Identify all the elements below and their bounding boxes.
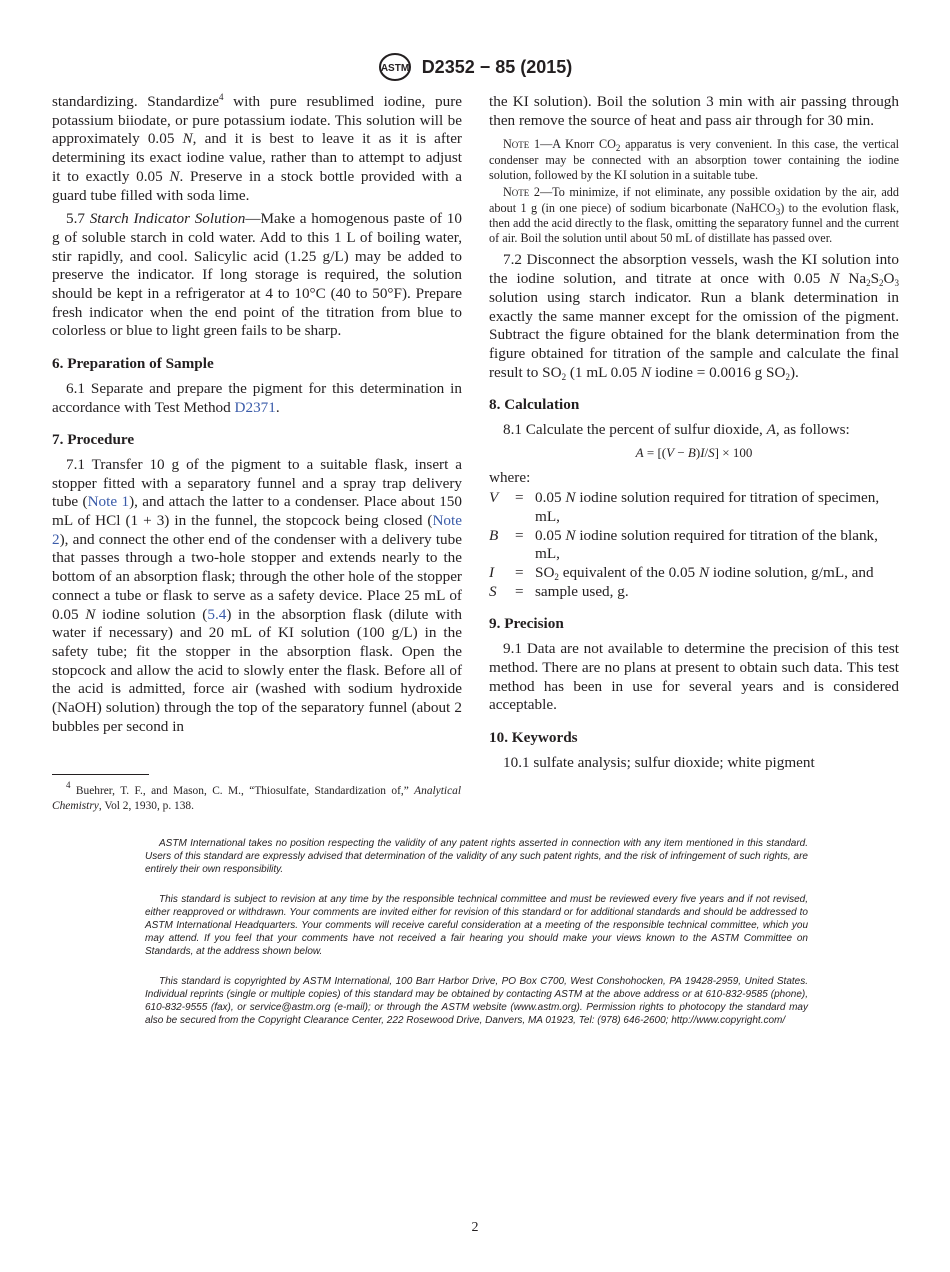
text-run: ] × 100: [714, 444, 753, 460]
heading-keywords: 10. Keywords: [489, 728, 578, 746]
text-run: 2: [561, 371, 567, 382]
text-run: S: [708, 444, 715, 460]
text-run: 7.2 Disconnect the absorption vessels, wash the KI solution into the iodine solution, and titrate at once with 0.05: [489, 251, 899, 288]
definition-text: [535, 564, 899, 583]
right-column: [489, 93, 899, 772]
text-run: sample used, g.: [535, 582, 629, 600]
heading-preparation-of-sample: 6. Preparation of Sample: [52, 355, 214, 373]
text-run: iodine solution required for titration of specimen, mL,: [535, 489, 880, 525]
text-run: 2: [879, 278, 884, 289]
text-run: 9.1 Data are not available to determine the precision of this test method. There are no plans at present to obtain such data. This test method has been in use for several years and is considered acceptable.: [489, 640, 899, 714]
text-run: , Vol 2, 1930, p. 138.: [98, 800, 194, 812]
text-run: iodine solution (: [95, 605, 208, 623]
copyright-notice: This standard is copyrighted by ASTM International, 100 Barr Harbor Drive, PO Box C700, West Conshohocken, PA 19428-2959, United States. Individual reprints (single or multiple copies) of this standard may be obtained by contacting ASTM at the above address or at 610-832-9585 (phone), 610-832-9555 (fax), or service@astm.org (e-mail); or through the ASTM website (www.astm.org). Permission rights to photocopy the standard may also be secured from the Copyright Clearance Center, 222 Rosewood Drive, Danvers, MA 01923, Tel: (978) 646-2600; http://www.copyright.com/: [145, 976, 808, 1026]
text-run: 2: [866, 278, 871, 289]
text-run: N: [829, 270, 840, 288]
svg-text:ASTM: ASTM: [380, 63, 409, 74]
text-run: , as follows:: [775, 421, 850, 439]
cross-reference-link[interactable]: 5.4: [207, 605, 227, 623]
text-run: /: [704, 444, 709, 460]
definition-text: [535, 583, 899, 602]
text-run: V: [666, 444, 675, 460]
legal-footer: [145, 837, 808, 1044]
definition-row: [489, 564, 899, 583]
definition-row: [489, 527, 899, 564]
text-run: 4: [66, 780, 71, 790]
text-run: B: [687, 444, 696, 460]
heading-calculation: 8. Calculation: [489, 396, 580, 414]
footnote-divider: [52, 774, 149, 775]
document-id: D2352 − 85 (2015): [421, 56, 573, 77]
text-run: equivalent of the 0.05: [558, 564, 699, 582]
text-run: N: [565, 526, 576, 544]
text-run: . Preserve in a stock bottle provided with a guard tube filled with soda lime.: [52, 167, 462, 204]
footnote-4: [52, 780, 461, 814]
text-run: the KI solution). Boil the solution 3 min with air passing through then remove the source of heat and pass air through for 30 min.: [489, 93, 899, 129]
text-run: ).: [789, 363, 799, 381]
text-run: A: [635, 444, 644, 460]
text-run: SO: [535, 564, 555, 582]
text-run: (1 mL 0.05: [566, 363, 642, 381]
text-run: 7.1 Transfer 10 g of the pigment to a suitable flask, insert a stopper fitted with a separatory funnel and a spray trap delivery tube (: [52, 455, 462, 511]
text-run: 2: [785, 371, 790, 382]
section-7-1: [52, 456, 462, 737]
text-run: = [(: [643, 444, 667, 460]
text-run: N: [182, 130, 193, 148]
note-2: [489, 185, 899, 246]
text-run: 2: [615, 143, 621, 154]
astm-logo: [378, 52, 412, 82]
cross-reference-link[interactable]: Note 1: [87, 493, 130, 511]
note-1: [489, 137, 899, 183]
text-run: N: [169, 167, 180, 185]
text-run: N: [565, 489, 576, 507]
text-run: A: [766, 421, 776, 439]
text-run: 5.7: [66, 210, 90, 228]
text-run: 1—A Knorr CO: [529, 137, 616, 152]
text-run: 0.05: [535, 526, 566, 544]
definition-equals: =: [515, 564, 524, 582]
page-number: 2: [471, 1220, 479, 1235]
text-run: standardizing. Standardize: [52, 93, 219, 110]
text-run: N: [698, 564, 710, 582]
text-run: N: [641, 363, 652, 381]
text-run: 0.05: [535, 489, 566, 507]
text-run: iodine = 0.0016 g SO: [651, 363, 786, 381]
text-run: I: [700, 444, 705, 460]
page-header: [0, 52, 950, 86]
cross-reference-link[interactable]: D2371: [234, 398, 276, 416]
formula: [489, 444, 899, 463]
text-run: 3: [775, 206, 781, 217]
text-run: 4: [218, 92, 224, 102]
definition-row: [489, 489, 899, 526]
text-run: Na: [839, 270, 867, 288]
text-run: Analytical Chemistry: [52, 785, 461, 812]
text-run: ) to the evolution flask, then add the acid directly to the flask, omitting the separatory funnel and the current of air. Boil the solution until about 50 mL of distillate has passed over.: [489, 200, 899, 246]
definition-equals: =: [515, 489, 524, 507]
left-column: [52, 93, 462, 737]
text-run: ) in the absorption flask (dilute with water if necessary) and 20 mL of KI solution (100 g/L) in the safety tube; fit the stopper in the absorption flask. Open the stopcock and allow the acid to slowly enter the flask. Before all of the acid is admitted, force air (washed with sodium hydroxide (NaOH) solution) through the top of the separatory funnel (about 2 bubbles per second in: [52, 605, 463, 735]
text-run: 3: [894, 278, 899, 289]
heading-procedure: 7. Procedure: [52, 431, 135, 449]
text-run: iodine solution required for titration of the blank, mL,: [535, 526, 878, 563]
paragraph-continuation: [489, 93, 899, 130]
text-run: solution using starch indicator. Run a blank determination in exactly the same manner except for the omission of the pigment. Subtract the figure obtained for the blank determination from the figure obtained for titration of the sample and calculate the final result to SO: [489, 288, 899, 381]
text-run: 2—To minimize, if not eliminate, any possible oxidation by the air, add about 1 g (in one piece) of sodium bicarbonate (NaHCO: [489, 185, 899, 215]
text-run: ), and connect the other end of the condenser with a delivery tube that passes through a two-hole stopper and extends nearly to the bottom of an absorption flask; through the other hole of the stopper connect a tube or flask to serve as a safety device. Place 25 mL of 0.05: [52, 530, 462, 623]
text-run: 6.1 Separate and prepare the pigment for this determination in accordance with Test Method: [52, 379, 462, 416]
definition-text: [535, 489, 899, 526]
text-run: —Make a homogenous paste of 10 g of soluble starch in cold water. Add to this 1 L of boiling water, stir rapidly, and cool. Salicylic acid (1.25 g/L) may be added to preserve the indicator. If long storage is required, the solution should be kept in a refrigerator at 4 to 10°C (40 to 50°F). Prepare fresh indicator when the end point of the titration from blue to colorless or blue to light green fails to be sharp.: [52, 210, 462, 340]
text-run: Starch Indicator Solution: [89, 210, 246, 228]
definition-symbol: B: [489, 526, 499, 544]
text-run: 10.1 sulfate analysis; sulfur dioxide; white pigment: [503, 753, 815, 771]
text-run: 2: [554, 572, 559, 583]
text-run: with pure resublimed iodine, pure potassium biiodate, or pure potassium iodate. This solution will be approximately 0.05: [52, 93, 462, 148]
section-6-1: [52, 380, 462, 417]
section-10-1: [489, 754, 899, 773]
text-run: apparatus is very convenient. In this case, the vertical condenser may be connected with an absorption tower containing the iodine solution, followed by the KI solution in a suitable tube.: [489, 137, 899, 182]
text-run: ), and attach the latter to a condenser. Place about 150 mL of HCl (1 + 3) in the funnel, the stopcock being closed (: [52, 493, 462, 530]
definition-symbol: S: [489, 582, 497, 600]
text-run: −: [674, 444, 688, 460]
definition-row: [489, 583, 899, 602]
patent-notice: ASTM International takes no position respecting the validity of any patent rights asserted in connection with any item mentioned in this standard. Users of this standard are expressly advised that determination of the validity of any such patent rights, and the risk of infringement of such rights, are entirely their own responsibility.: [145, 838, 808, 875]
definition-equals: =: [515, 526, 524, 544]
text-run: .: [275, 398, 280, 416]
heading-precision: 9. Precision: [489, 615, 564, 633]
text-run: N: [85, 605, 96, 623]
text-run: Buehrer, T. F., and Mason, C. M., “Thiosulfate, Standardization of,”: [70, 785, 415, 797]
cross-reference-link[interactable]: Note 2: [52, 512, 462, 548]
section-7-2: [489, 251, 899, 382]
text-run: O: [883, 270, 895, 288]
text-run: ): [695, 444, 701, 460]
variable-definitions: [489, 489, 899, 601]
definition-equals: =: [515, 582, 524, 600]
definition-text: [535, 527, 899, 564]
text-run: S: [870, 270, 880, 288]
text-run: iodine solution, g/mL, and: [709, 564, 874, 582]
section-5-7: [52, 210, 462, 341]
paragraph-continuation: [52, 93, 462, 205]
section-8-1: [489, 421, 899, 440]
definition-symbol: I: [489, 564, 495, 582]
where-label: where:: [489, 468, 531, 486]
text-run: Note: [503, 185, 530, 200]
text-run: Note: [503, 137, 530, 152]
definition-symbol: V: [489, 489, 499, 507]
revision-notice: This standard is subject to revision at any time by the responsible technical committee and must be reviewed every five years and if not revised, either reapproved or withdrawn. Your comments are invited either for revision of this standard or for additional standards and should be addressed to ASTM International Headquarters. Your comments will receive careful consideration at a meeting of the responsible technical committee, which you may attend. If you feel that your comments have not received a fair hearing you should make your views known to the ASTM Committee on Standards, at the address shown below.: [145, 894, 808, 957]
text-run: , and it is best to leave it as it is after determining its exact iodine value, rather than to attempt to adjust it to exactly 0.05: [52, 130, 462, 185]
text-run: 8.1 Calculate the percent of sulfur dioxide,: [503, 421, 767, 439]
section-9-1: [489, 640, 899, 715]
